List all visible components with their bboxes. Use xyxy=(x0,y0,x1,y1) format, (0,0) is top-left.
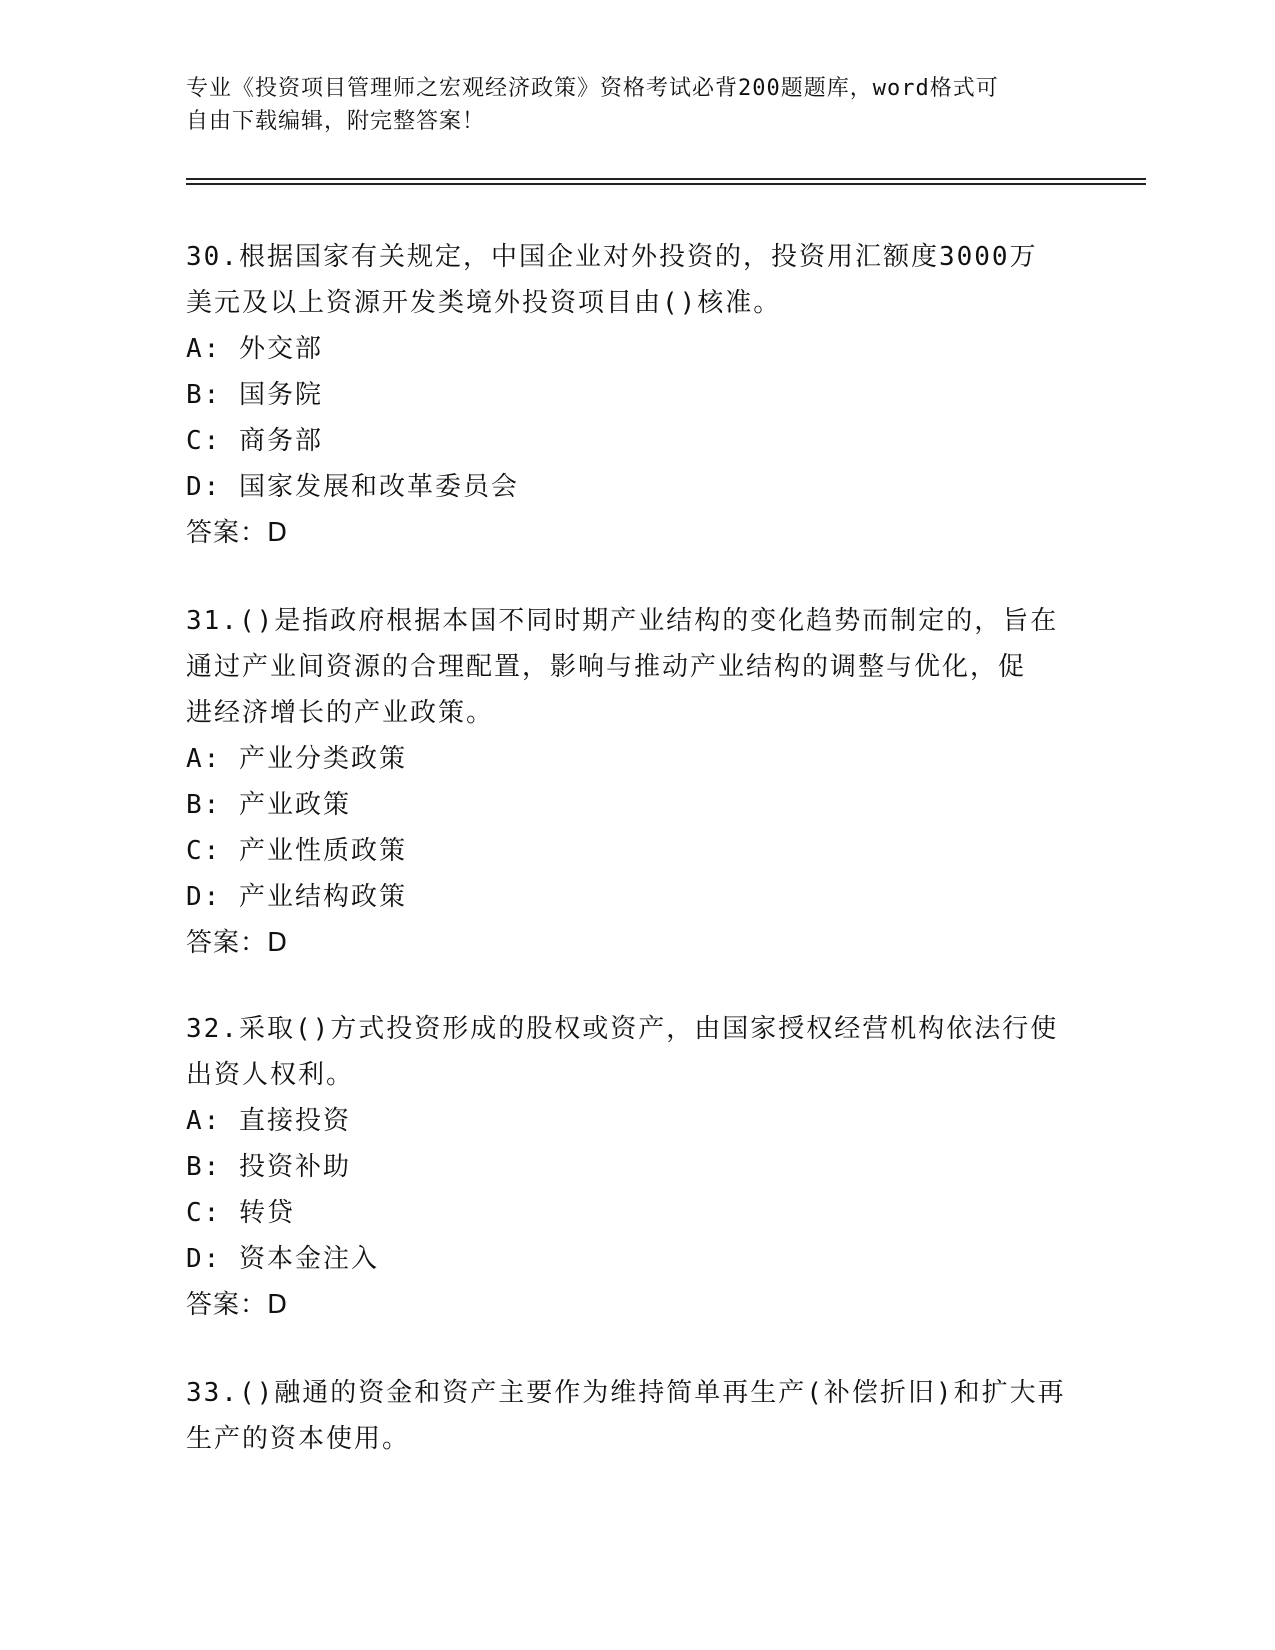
header-line-2: 自由下载编辑，附完整答案！ xyxy=(186,109,486,134)
question-stem-line: 33.()融通的资金和资产主要作为维持简单再生产(补偿折旧)和扩大再 xyxy=(186,1378,1066,1408)
question-stem-line: 通过产业间资源的合理配置，影响与推动产业结构的调整与优化，促 xyxy=(186,652,1027,682)
question-32 xyxy=(186,1006,1066,1328)
header-divider-top xyxy=(186,178,1146,180)
question-30 xyxy=(186,234,1066,556)
answer: 答案：D xyxy=(186,518,289,548)
option-b: B: 国务院 xyxy=(186,380,323,410)
option-a: A: 直接投资 xyxy=(186,1106,351,1136)
answer: 答案：D xyxy=(186,1290,289,1320)
question-stem-line: 美元及以上资源开发类境外投资项目由()核准。 xyxy=(186,288,782,318)
option-d: D: 资本金注入 xyxy=(186,1244,379,1274)
answer: 答案：D xyxy=(186,928,289,958)
option-d: D: 产业结构政策 xyxy=(186,882,407,912)
header-line-1: 专业《投资项目管理师之宏观经济政策》资格考试必背200题题库，word格式可 xyxy=(186,76,999,101)
option-b: B: 产业政策 xyxy=(186,790,351,820)
header-divider-bottom xyxy=(186,183,1146,185)
option-a: A: 外交部 xyxy=(186,334,323,364)
question-stem-line: 进经济增长的产业政策。 xyxy=(186,698,495,728)
option-b: B: 投资补助 xyxy=(186,1152,351,1182)
question-stem-line: 31.()是指政府根据本国不同时期产业结构的变化趋势而制定的，旨在 xyxy=(186,606,1059,636)
option-c: C: 转贷 xyxy=(186,1198,295,1228)
option-a: A: 产业分类政策 xyxy=(186,744,407,774)
question-33 xyxy=(186,1370,1066,1462)
option-d: D: 国家发展和改革委员会 xyxy=(186,472,519,502)
question-stem-line: 32.采取()方式投资形成的股权或资产，由国家授权经营机构依法行使 xyxy=(186,1014,1059,1044)
document-header xyxy=(186,72,1066,138)
question-31 xyxy=(186,598,1066,966)
question-stem-line: 30.根据国家有关规定，中国企业对外投资的，投资用汇额度3000万 xyxy=(186,242,1038,272)
question-stem-line: 出资人权利。 xyxy=(186,1060,355,1090)
question-stem-line: 生产的资本使用。 xyxy=(186,1424,411,1454)
option-c: C: 商务部 xyxy=(186,426,323,456)
option-c: C: 产业性质政策 xyxy=(186,836,407,866)
